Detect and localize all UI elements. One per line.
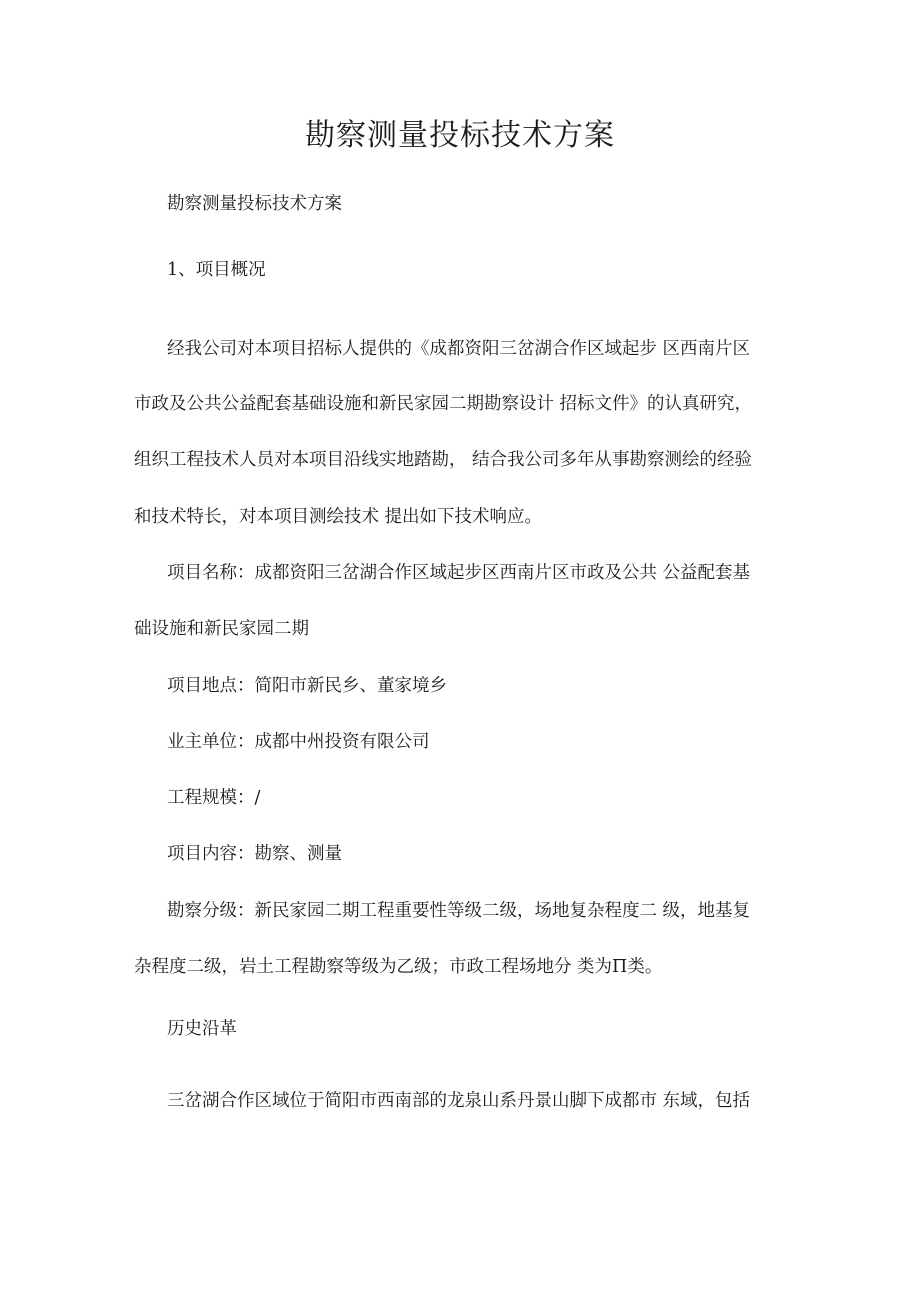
history-line-1: 三岔湖合作区域位于简阳市西南部的龙泉山系丹景山脚下成都市 东域，包括 (167, 1091, 751, 1111)
project-content: 项目内容：勘察、测量 (167, 844, 342, 864)
project-name-line-1: 项目名称：成都资阳三岔湖合作区域起步区西南片区市政及公共 公益配套基 (167, 563, 751, 583)
project-location: 项目地点：简阳市新民乡、董家境乡 (167, 676, 447, 696)
grading-line-1: 勘察分级：新民家园二期工程重要性等级二级，场地复杂程度二 级，地基复 (167, 901, 751, 921)
intro-line-1: 经我公司对本项目招标人提供的《成都资阳三岔湖合作区域起步 区西南片区 (167, 339, 751, 359)
subtitle: 勘察测量投标技术方案 (167, 194, 342, 214)
intro-line-2: 市政及公共公益配套基础设施和新民家园二期勘察设计 招标文件》的认真研究， (134, 394, 753, 414)
history-heading: 历史沿革 (167, 1019, 237, 1039)
document-title: 勘察测量投标技术方案 (305, 118, 615, 153)
intro-line-4: 和技术特长，对本项目测绘技术 提出如下技术响应。 (134, 507, 543, 527)
section-heading-project-overview: 1、项目概况 (167, 260, 266, 280)
grading-line-2: 杂程度二级，岩土工程勘察等级为乙级；市政工程场地分 类为П类。 (134, 957, 663, 977)
project-scale: 工程规模：/ (167, 788, 261, 808)
intro-line-3: 组织工程技术人员对本项目沿线实地踏勘， 结合我公司多年从事勘察测绘的经验 (134, 450, 753, 470)
owner-unit: 业主单位：成都中州投资有限公司 (167, 732, 430, 752)
project-name-line-2: 础设施和新民家园二期 (134, 619, 309, 639)
